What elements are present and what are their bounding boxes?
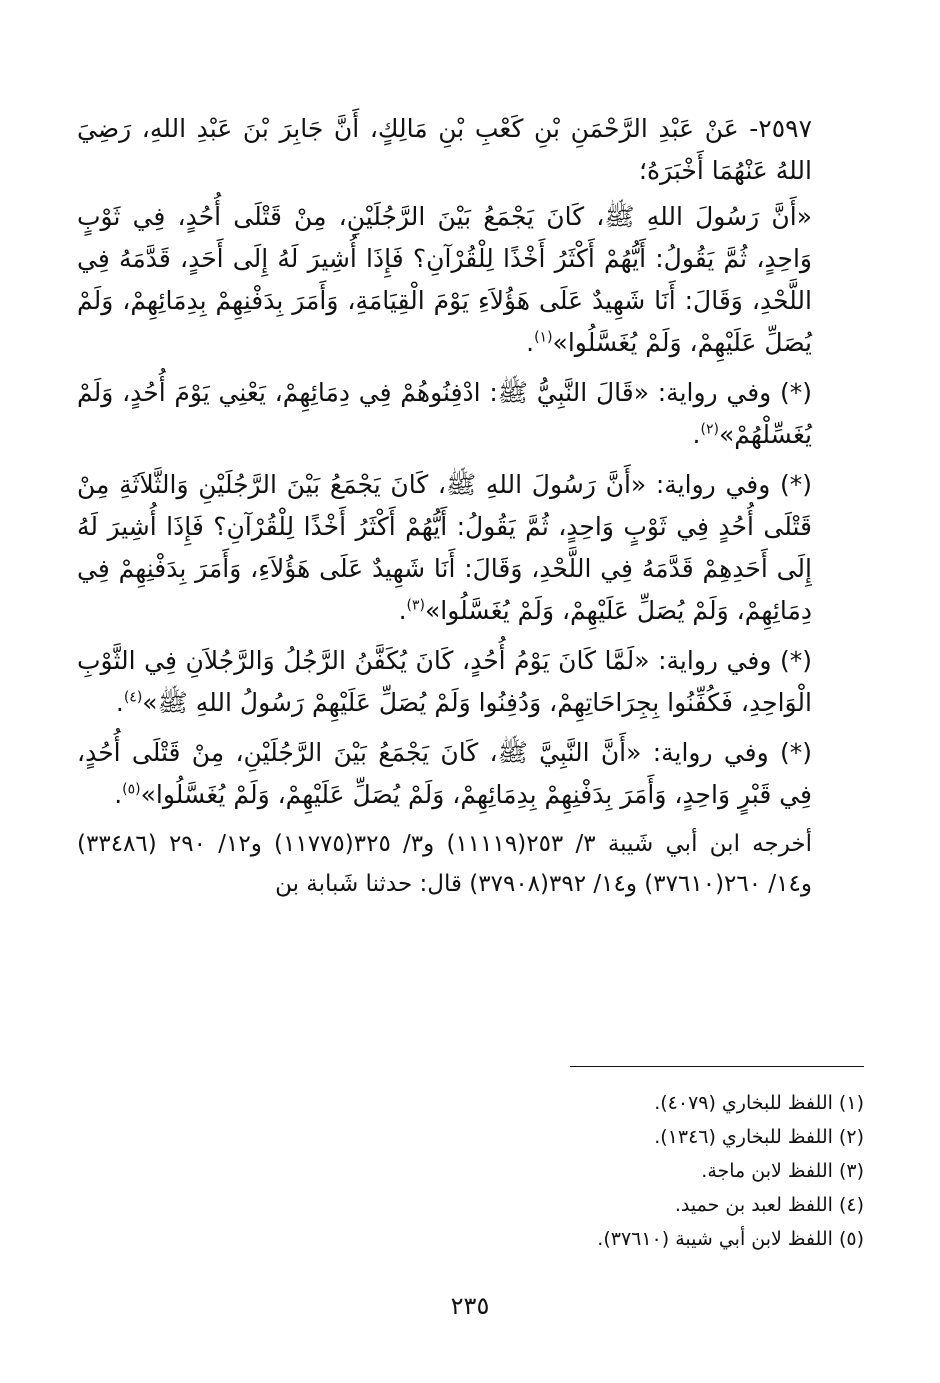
footnotes-list bbox=[104, 1086, 864, 1256]
takhrij-text: أخرجه ابن أبي شَيبة ٣/ ٢٥٣(١١١١٩) و٣/ ٣٢٥(١١٧٧٥) و١٢/ ٢٩٠ (٣٣٤٨٦) و١٤/ ٢٦٠(٣٧٦١٠) و١٤/ ٣٩٢(٣٧٩٠٨) قال: حدثنا شَبابة بن bbox=[77, 831, 813, 897]
riwaya-text: (*) وفي رواية: «أَنَّ رَسُولَ اللهِ ﷺ، كَانَ يَجْمَعُ بَيْنَ الرَّجُلَيْنِ وَالثَّلاَثَةِ مِنْ قَتْلَى أُحُدٍ فِي ثَوْبٍ وَاحِدٍ، ثُمَّ يَقُولُ: أَيُّهُمْ أَكْثَرُ أَخْذًا لِلْقُرْآنِ؟ فَإِذَا أُشِيرَ لَهُ إِلَى أَحَدِهِمْ قَدَّمَهُ فِي اللَّحْدِ، وَقَالَ: أَنَا شَهِيدٌ عَلَى هَؤُلاَءِ، وَأَمَرَ بِدَفْنِهِمْ فِي دِمَائِهِمْ، وَلَمْ يُصَلِّ عَلَيْهِمْ، وَلَمْ يُغَسَّلُوا» bbox=[77, 470, 812, 625]
footnote-ref: (٢) bbox=[700, 421, 719, 438]
footnote-item: (١) اللفظ للبخاري (٤٠٧٩). bbox=[654, 1092, 864, 1114]
hadith-intro-text: ٢٥٩٧- عَنْ عَبْدِ الرَّحْمَنِ بْنِ كَعْبِ بْنِ مَالِكٍ، أَنَّ جَابِرَ بْنَ عَبْدِ اللهِ، رَضِيَ اللهُ عَنْهُمَا أَخْبَرَهُ؛ bbox=[77, 114, 812, 185]
riwaya-text: (*) وفي رواية: «قَالَ النَّبِيُّ ﷺ: ادْفِنُوهُمْ فِي دِمَائِهِمْ، يَعْنِي يَوْمَ أُحُدٍ، وَلَمْ يُغَسِّلْهُمْ» bbox=[77, 378, 812, 449]
hadith-main-body: «أَنَّ رَسُولَ اللهِ ﷺ، كَانَ يَجْمَعُ بَيْنَ الرَّجُلَيْنِ، مِنْ قَتْلَى أُحُدٍ، فِي ثَوْبٍ وَاحِدٍ، ثُمَّ يَقُولُ: أَيُّهُمْ أَكْثَرُ أَخْذًا لِلْقُرْآنِ؟ فَإِذَا أُشِيرَ لَهُ إِلَى أَحَدٍ، قَدَّمَهُ فِي اللَّحْدِ، وَقَالَ: أَنَا شَهِيدٌ عَلَى هَؤُلاَءِ يَوْمَ الْقِيَامَةِ، وَأَمَرَ بِدَفْنِهِمْ بِدِمَائِهِمْ، وَلَمْ يُصَلِّ عَلَيْهِمْ، وَلَمْ يُغَسَّلُوا» bbox=[77, 202, 812, 357]
riwaya-paragraph: (*) وفي رواية: «أَنَّ رَسُولَ اللهِ ﷺ، كَانَ يَجْمَعُ بَيْنَ الرَّجُلَيْنِ وَالثَّلاَثَةِ مِنْ قَتْلَى أُحُدٍ فِي ثَوْبٍ وَاحِدٍ، ثُمَّ يَقُولُ: أَيُّهُمْ أَكْثَرُ أَخْذًا لِلْقُرْآنِ؟ فَإِذَا أُشِيرَ لَهُ إِلَى أَحَدِهِمْ قَدَّمَهُ فِي اللَّحْدِ، وَقَالَ: أَنَا شَهِيدٌ عَلَى هَؤُلاَءِ، وَأَمَرَ بِدَفْنِهِمْ فِي دِمَائِهِمْ، وَلَمْ يُصَلِّ عَلَيْهِمْ، وَلَمْ يُغَسَّلُوا»$^{(٣)}$. bbox=[77, 470, 812, 625]
riwaya-text: (*) وفي رواية: «لَمَّا كَانَ يَوْمُ أُحُدٍ، كَانَ يُكَفَّنُ الرَّجُلُ وَالرَّجُلاَنِ فِي الثَّوْبِ الْوَاحِدِ، فَكُفِّنُوا بِجِرَاحَاتِهِمْ، وَدُفِنُوا وَلَمْ يُصَلِّ عَلَيْهِمْ رَسُولُ اللهِ ﷺ» bbox=[77, 646, 812, 717]
riwaya-text: (*) وفي رواية: «أَنَّ النَّبِيَّ ﷺ، كَانَ يَجْمَعُ بَيْنَ الرَّجُلَيْنِ، مِنْ قَتْلَى أُحُدٍ، فِي قَبْرٍ وَاحِدٍ، وَأَمَرَ بِدَفْنِهِمْ بِدِمَائِهِمْ، وَلَمْ يُصَلِّ عَلَيْهِمْ، وَلَمْ يُغَسَّلُوا» bbox=[77, 738, 812, 809]
footnote-item: (٤) اللفظ لعبد بن حميد. bbox=[674, 1194, 864, 1216]
hadith-main-text: «أَنَّ رَسُولَ اللهِ ﷺ، كَانَ يَجْمَعُ بَيْنَ الرَّجُلَيْنِ، مِنْ قَتْلَى أُحُدٍ، فِي ثَوْبٍ وَاحِدٍ، ثُمَّ يَقُولُ: أَيُّهُمْ أَكْثَرُ أَخْذًا لِلْقُرْآنِ؟ فَإِذَا أُشِيرَ لَهُ إِلَى أَحَدٍ، قَدَّمَهُ فِي اللَّحْدِ، وَقَالَ: أَنَا شَهِيدٌ عَلَى هَؤُلاَءِ يَوْمَ الْقِيَامَةِ، وَأَمَرَ بِدَفْنِهِمْ بِدِمَائِهِمْ، وَلَمْ يُصَلِّ عَلَيْهِمْ، وَلَمْ يُغَسَّلُوا»$^{(١)}$. bbox=[77, 202, 812, 357]
footnote-item: (٥) اللفظ لابن أبي شيبة (٣٧٦١٠). bbox=[597, 1228, 864, 1250]
footnote-item: (٣) اللفظ لابن ماجة. bbox=[701, 1160, 864, 1182]
riwaya-paragraph: (*) وفي رواية: «أَنَّ النَّبِيَّ ﷺ، كَانَ يَجْمَعُ بَيْنَ الرَّجُلَيْنِ، مِنْ قَتْلَى أُحُدٍ، فِي قَبْرٍ وَاحِدٍ، وَأَمَرَ بِدَفْنِهِمْ بِدِمَائِهِمْ، وَلَمْ يُصَلِّ عَلَيْهِمْ، وَلَمْ يُغَسَّلُوا»$^{(٥)}$. bbox=[77, 738, 812, 809]
page-number: ٢٣٥ bbox=[450, 1292, 490, 1320]
footnote-ref: (١) bbox=[534, 329, 553, 346]
footnote-ref: (٤) bbox=[123, 689, 143, 706]
footnote-ref: (٥) bbox=[122, 781, 141, 798]
footnote-ref: (٣) bbox=[406, 597, 425, 614]
main-text-block bbox=[77, 108, 812, 904]
hadith-intro bbox=[77, 108, 812, 192]
footnote-separator bbox=[570, 1066, 864, 1067]
footnote-item: (٢) اللفظ للبخاري (١٣٤٦). bbox=[654, 1126, 864, 1148]
riwaya-paragraph: (*) وفي رواية: «لَمَّا كَانَ يَوْمُ أُحُدٍ، كَانَ يُكَفَّنُ الرَّجُلُ وَالرَّجُلاَنِ فِي الثَّوْبِ الْوَاحِدِ، فَكُفِّنُوا بِجِرَاحَاتِهِمْ، وَدُفِنُوا وَلَمْ يُصَلِّ عَلَيْهِمْ رَسُولُ اللهِ ﷺ»$^{(٤)}$. bbox=[77, 646, 812, 717]
riwaya-paragraph: (*) وفي رواية: «قَالَ النَّبِيُّ ﷺ: ادْفِنُوهُمْ فِي دِمَائِهِمْ، يَعْنِي يَوْمَ أُحُدٍ، وَلَمْ يُغَسِّلْهُمْ»$^{(٢)}$. bbox=[77, 378, 812, 449]
